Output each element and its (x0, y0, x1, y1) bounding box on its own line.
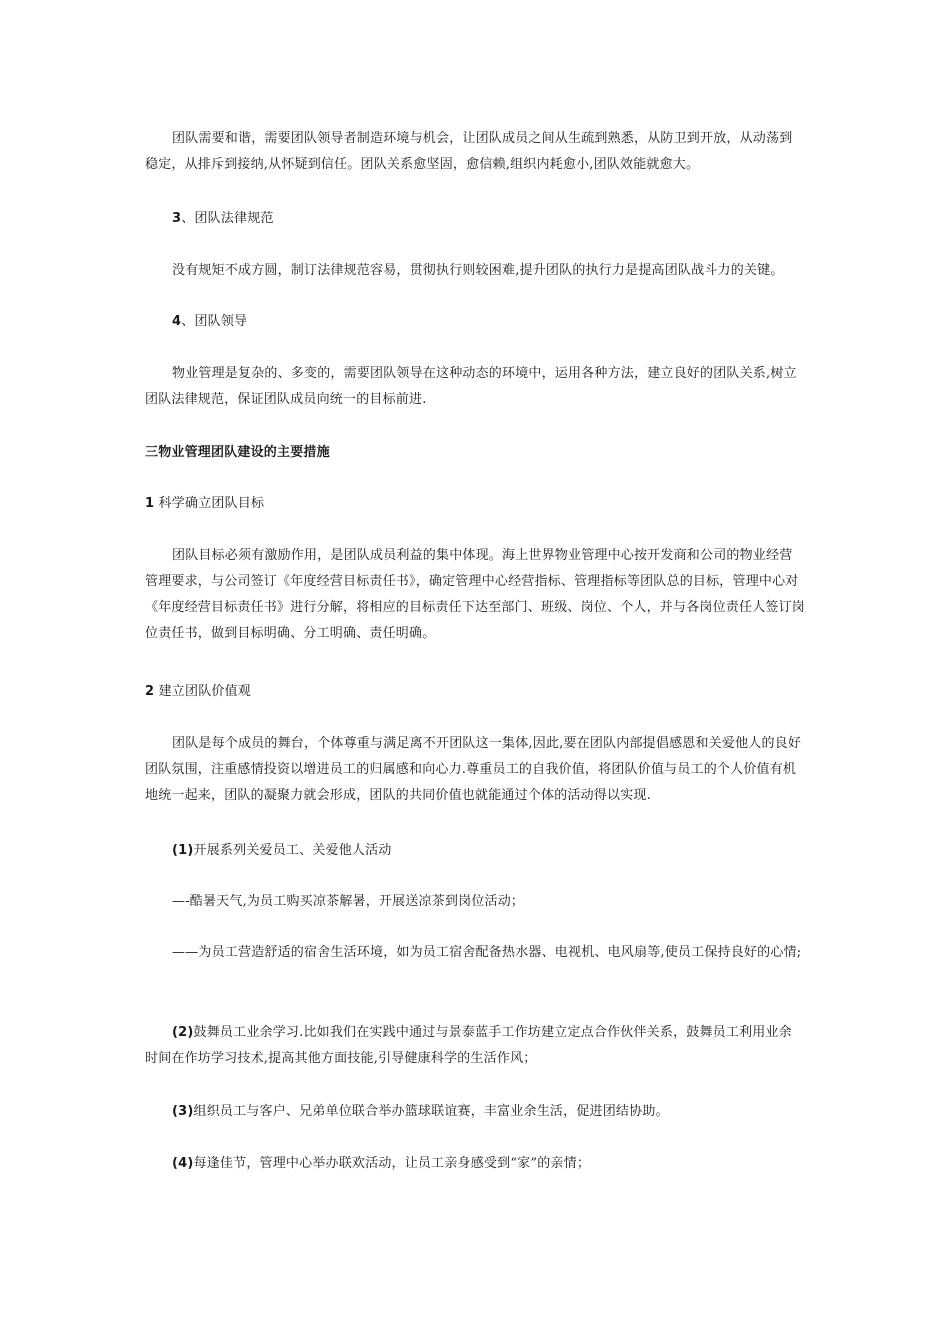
subheading-number: 1 (145, 496, 155, 511)
list-item-text: 每逢佳节，管理中心举办联欢活动，让员工亲身感受到“家”的亲情； (193, 1156, 591, 1171)
list-item-text: 组织员工与客户、兄弟单位联合举办篮球联谊赛，丰富业余生活，促进团结协助。 (193, 1104, 669, 1119)
subheading-team-leadership (145, 309, 805, 335)
subheading-text: 、团队法律规范 (181, 211, 274, 226)
subheading-team-values (145, 679, 805, 705)
list-item-number: (1) (172, 843, 194, 858)
subheading-team-goals (145, 491, 805, 517)
subheading-number: 4 (172, 314, 182, 329)
section-title-main-measures: 三物业管理团队建设的主要措施 (145, 445, 330, 460)
list-item-number: (3) (172, 1104, 194, 1119)
paragraph-team-goals: 团队目标必须有激励作用，是团队成员利益的集中体现。海上世界物业管理中心按开发商和公司的物业经营管理要求，与公司签订《年度经营目标责任书》，确定管理中心经营指标、管理指标等团队总的目标，管理中心对《年度经营目标责任书》进行分解，将相应的目标责任下达至部门、班级、岗位、个人，并与各岗位责任人签订岗位责任书，做到目标明确、分工明确、责任明确。 (145, 548, 806, 641)
list-item-spare-time-study (145, 1020, 805, 1072)
list-item-text: 鼓舞员工业余学习.比如我们在实践中通过与景泰蓝手工作坊建立定点合作伙伴关系，鼓舞员工利用业余时间在作坊学习技术,提高其他方面技能,引导健康科学的生活作风； (145, 1025, 792, 1066)
list-item-number: (4) (172, 1156, 194, 1171)
subheading-number: 2 (145, 684, 155, 699)
subheading-team-rules (145, 206, 805, 232)
paragraph-team-rules: 没有规矩不成方圆，制订法律规范容易，贯彻执行则较困难,提升团队的执行力是提高团队战斗力的关键。 (172, 263, 784, 278)
dash-item-dormitory: ——为员工营造舒适的宿舍生活环境，如为员工宿舍配备热水器、电视机、电风扇等,使员工保持良好的心情; (172, 945, 802, 960)
list-item-care-activities (145, 838, 805, 864)
dash-item-cool-tea: —-酷暑天气,为员工购买凉茶解暑，开展送凉茶到岗位活动； (172, 894, 525, 909)
paragraph-team-values: 团队是每个成员的舞台，个体尊重与满足离不开团队这一集体,因此,要在团队内部提倡感恩和关爱他人的良好团队氛围，注重感情投资以增进员工的归属感和向心力.尊重员工的自我价值，将团队价值与员工的个人价值有机地统一起来，团队的凝聚力就会形成，团队的共同价值也就能通过个体的活动得以实现. (145, 736, 802, 803)
paragraph-team-harmony: 团队需要和谐，需要团队领导者制造环境与机会，让团队成员之间从生疏到熟悉，从防卫到开放，从动荡到稳定，从排斥到接纳,从怀疑到信任。团队关系愈坚固，愈信赖,组织内耗愈小,团队效能就愈大。 (145, 131, 793, 172)
list-item-basketball (145, 1099, 805, 1125)
subheading-number: 3 (172, 211, 182, 226)
subheading-text: 、团队领导 (181, 314, 248, 329)
list-item-festival (145, 1151, 805, 1177)
subheading-text: 科学确立团队目标 (158, 496, 265, 511)
subheading-text: 建立团队价值观 (158, 684, 251, 699)
list-item-number: (2) (172, 1025, 194, 1040)
list-item-text: 开展系列关爱员工、关爱他人活动 (193, 843, 392, 858)
paragraph-team-leadership: 物业管理是复杂的、多变的，需要团队领导在这种动态的环境中，运用各种方法，建立良好的团队关系,树立团队法律规范，保证团队成员向统一的目标前进. (145, 366, 797, 407)
